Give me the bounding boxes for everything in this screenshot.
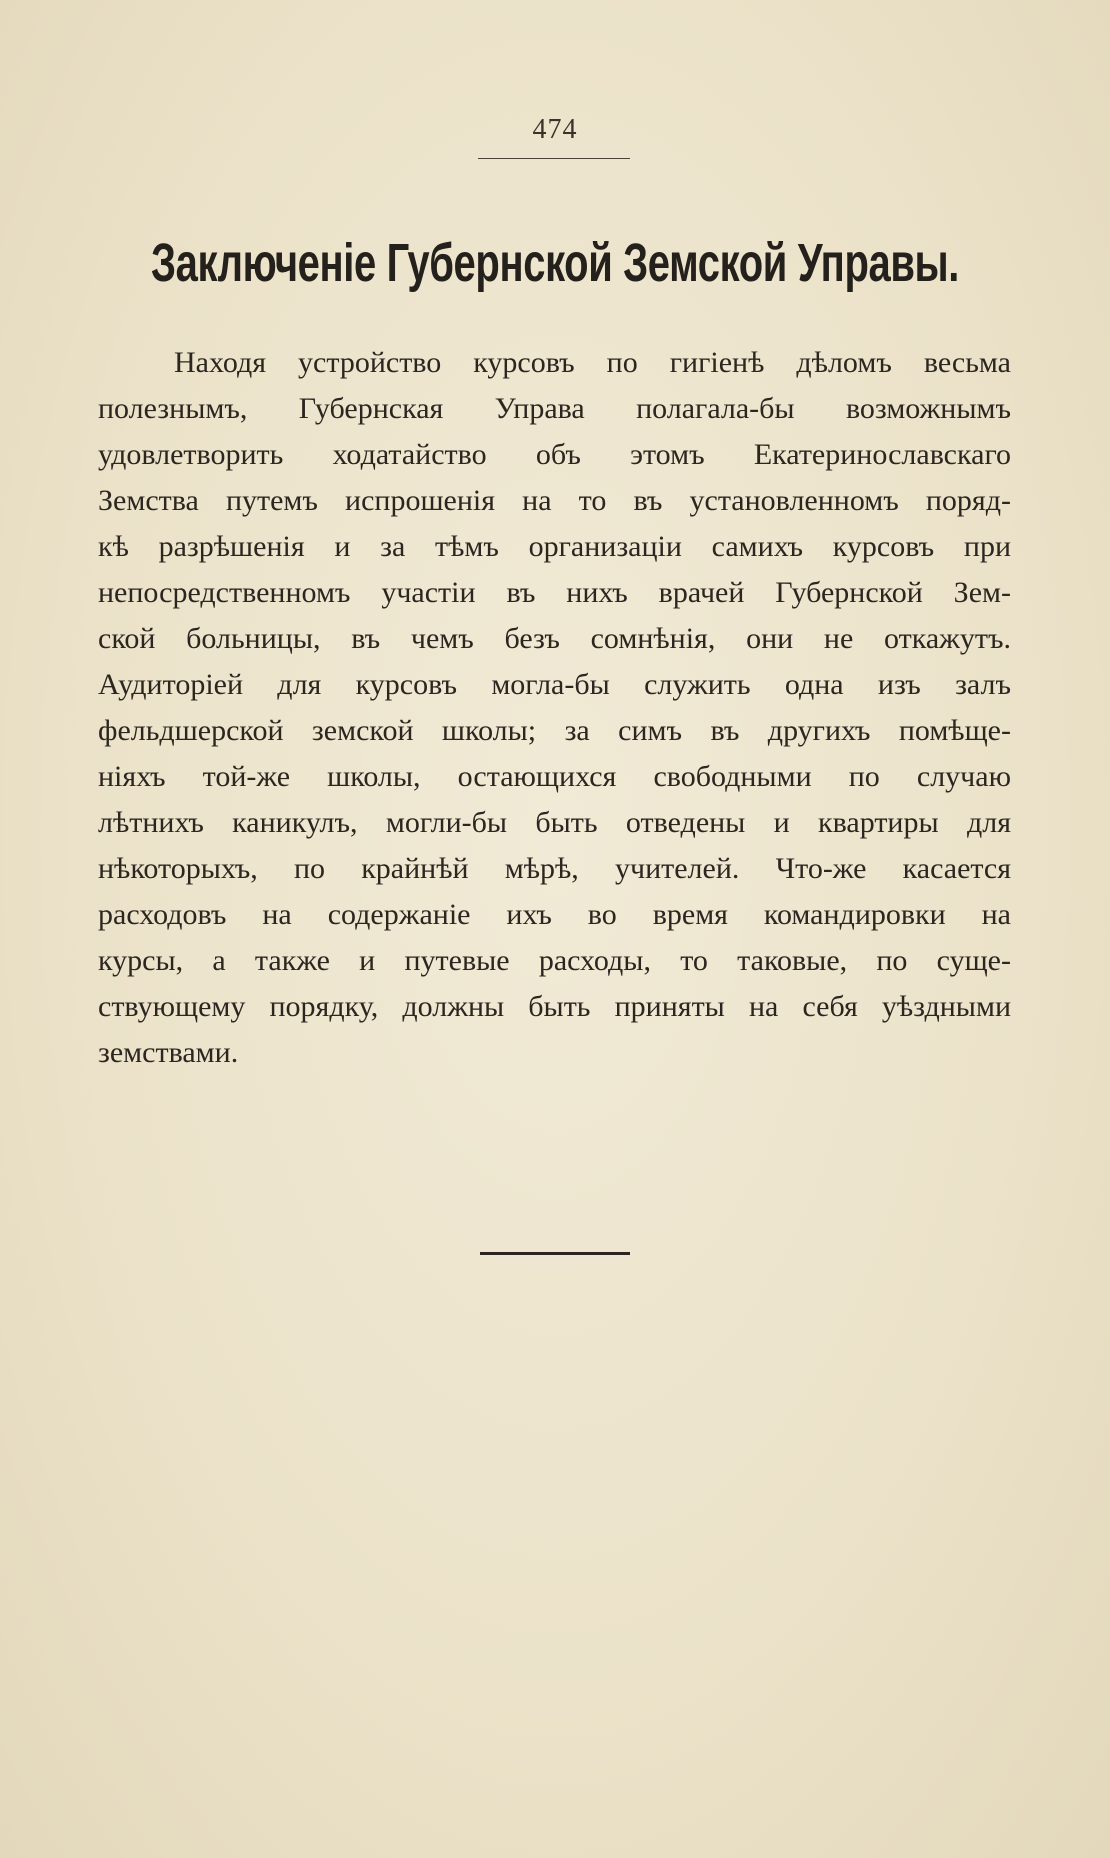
body-line: нѣкоторыхъ, по крайнѣй мѣрѣ, учителей. Что-же касается xyxy=(98,852,1011,885)
body-paragraph xyxy=(98,340,1011,1076)
body-line: Земства путемъ испрошенія на то въ установленномъ поряд- xyxy=(98,484,1011,517)
body-line: фельдшерской земской школы; за симъ въ другихъ помѣще- xyxy=(98,714,1011,747)
closing-rule xyxy=(480,1252,630,1255)
body-line: ской больницы, въ чемъ безъ сомнѣнія, они не откажутъ. xyxy=(98,622,1011,655)
body-line: непосредственномъ участіи въ нихъ врачей Губернской Зем- xyxy=(98,576,1011,609)
body-line: полезнымъ, Губернская Управа полагала-бы возможнымъ xyxy=(98,392,1011,425)
section-heading: Заключеніе Губернской Земской Управы. xyxy=(150,233,960,293)
body-line: кѣ разрѣшенія и за тѣмъ организаціи самихъ курсовъ при xyxy=(98,530,1011,563)
body-line: курсы, а также и путевые расходы, то таковые, по суще- xyxy=(98,944,1011,977)
body-line: Аудиторіей для курсовъ могла-бы служить одна изъ залъ xyxy=(98,668,1011,701)
body-line: лѣтнихъ каникулъ, могли-бы быть отведены и квартиры для xyxy=(98,806,1011,839)
body-line: удовлетворить ходатайство объ этомъ Екатеринославскаго xyxy=(98,438,1011,471)
page-number: 474 xyxy=(532,114,578,145)
body-line: ніяхъ той-же школы, остающихся свободными по случаю xyxy=(98,760,1011,793)
body-line: земствами. xyxy=(98,1036,239,1069)
body-line: ствующему порядку, должны быть приняты на себя уѣздными xyxy=(98,990,1011,1023)
page-number-underline xyxy=(478,158,630,159)
body-line: расходовъ на содержаніе ихъ во время командировки на xyxy=(98,898,1011,931)
body-line: Находя устройство курсовъ по гигіенѣ дѣломъ весьма xyxy=(174,346,1011,379)
